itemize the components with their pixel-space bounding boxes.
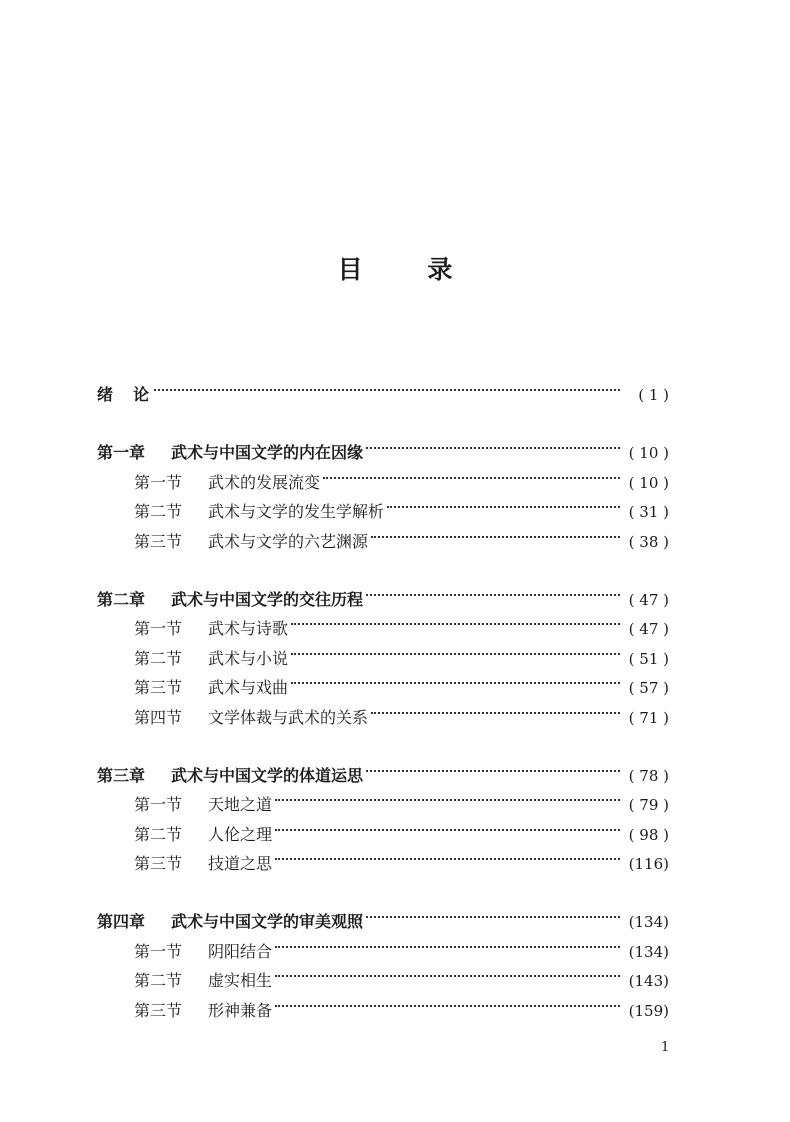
dot-leader: [323, 459, 620, 488]
section-title: 武术的发展流变: [208, 472, 321, 492]
section-title: 技道之思: [208, 854, 273, 874]
dot-leader: [291, 664, 620, 693]
chapter-number: 第三章: [97, 765, 146, 785]
toc-group-chapter: [97, 898, 669, 1020]
dot-leader: [387, 488, 620, 517]
section-title: 武术与小说: [208, 648, 289, 668]
section-title: 文学体裁与武术的关系: [208, 707, 369, 727]
dot-leader: [366, 429, 620, 458]
dot-leader: [275, 957, 620, 986]
toc-page-number: ( 10 ): [628, 444, 669, 463]
section-title: 虚实相生: [208, 971, 273, 991]
toc-page-number: (143): [628, 972, 669, 991]
toc-page-number: ( 51 ): [628, 649, 669, 668]
dot-leader: [366, 898, 620, 927]
table-of-contents: [97, 371, 669, 1020]
section-number: 第三节: [134, 854, 183, 874]
section-title: 阴阳结合: [208, 941, 273, 961]
section-title: 武术与诗歌: [208, 619, 289, 639]
dot-leader: [154, 371, 620, 400]
section-number: 第四节: [134, 707, 183, 727]
dot-leader: [371, 694, 620, 723]
toc-chapter-entry[interactable]: [97, 429, 669, 463]
chapter-number: 第一章: [97, 443, 146, 463]
toc-chapter-entry[interactable]: [97, 576, 669, 609]
page-title: 目 录: [337, 255, 481, 284]
section-title: 武术与文学的发生学解析: [208, 502, 385, 522]
dot-leader: [291, 605, 620, 634]
chapter-title: 武术与中国文学的交往历程: [171, 589, 364, 609]
dot-leader: [275, 928, 620, 957]
toc-page-number: ( 1 ): [638, 386, 669, 404]
toc-group-chapter: [97, 752, 669, 874]
toc-page-number: ( 71 ): [628, 708, 669, 727]
section-title: 武术与文学的六艺渊源: [208, 531, 369, 551]
toc-entry-label: 绪论: [97, 385, 170, 404]
toc-entry-intro[interactable]: [97, 371, 669, 404]
toc-page-number: ( 98 ): [628, 825, 669, 844]
dot-leader: [366, 576, 620, 605]
section-number: 第一节: [134, 795, 183, 815]
chapter-title: 武术与中国文学的审美观照: [171, 912, 364, 932]
toc-page-number: ( 10 ): [628, 473, 669, 492]
toc-page-number: (134): [628, 942, 669, 961]
toc-group-chapter: [97, 429, 669, 551]
toc-page-number: ( 78 ): [628, 766, 669, 785]
toc-page-number: (116): [628, 855, 669, 874]
toc-page-number: ( 47 ): [628, 590, 669, 609]
section-number: 第三节: [134, 1000, 183, 1020]
section-number: 第一节: [134, 472, 183, 492]
dot-leader: [371, 518, 620, 547]
chapter-number: 第四章: [97, 912, 146, 932]
section-title: 武术与戏曲: [208, 678, 289, 698]
chapter-number: 第二章: [97, 589, 146, 609]
section-title: 形神兼备: [208, 1000, 273, 1020]
toc-chapters: [97, 429, 669, 1020]
section-number: 第一节: [134, 619, 183, 639]
dot-leader: [275, 811, 620, 840]
section-number: 第二节: [134, 502, 183, 522]
section-number: 第二节: [134, 971, 183, 991]
toc-page-number: (134): [628, 913, 669, 932]
toc-page-number: ( 79 ): [628, 796, 669, 815]
section-title: 天地之道: [208, 795, 273, 815]
toc-page-number: ( 47 ): [628, 620, 669, 639]
section-title: 人伦之理: [208, 824, 273, 844]
toc-page-number: ( 38 ): [628, 532, 669, 551]
dot-leader: [275, 781, 620, 810]
toc-page-number: (159): [628, 1001, 669, 1020]
section-number: 第二节: [134, 648, 183, 668]
toc-group-intro: [97, 371, 669, 404]
dot-leader: [275, 840, 620, 869]
dot-leader: [366, 752, 620, 781]
section-number: 第一节: [134, 941, 183, 961]
dot-leader: [275, 987, 620, 1016]
chapter-title: 武术与中国文学的内在因缘: [171, 443, 364, 463]
dot-leader: [291, 635, 620, 664]
toc-chapter-entry[interactable]: [97, 752, 669, 785]
section-number: 第三节: [134, 678, 183, 698]
section-number: 第二节: [134, 824, 183, 844]
page-number: 1: [661, 1040, 670, 1055]
toc-chapter-entry[interactable]: [97, 898, 669, 932]
toc-page-number: ( 31 ): [628, 503, 669, 522]
chapter-title: 武术与中国文学的体道运思: [171, 765, 364, 785]
section-number: 第三节: [134, 531, 183, 551]
toc-group-chapter: [97, 576, 669, 727]
toc-page-number: ( 57 ): [628, 679, 669, 698]
